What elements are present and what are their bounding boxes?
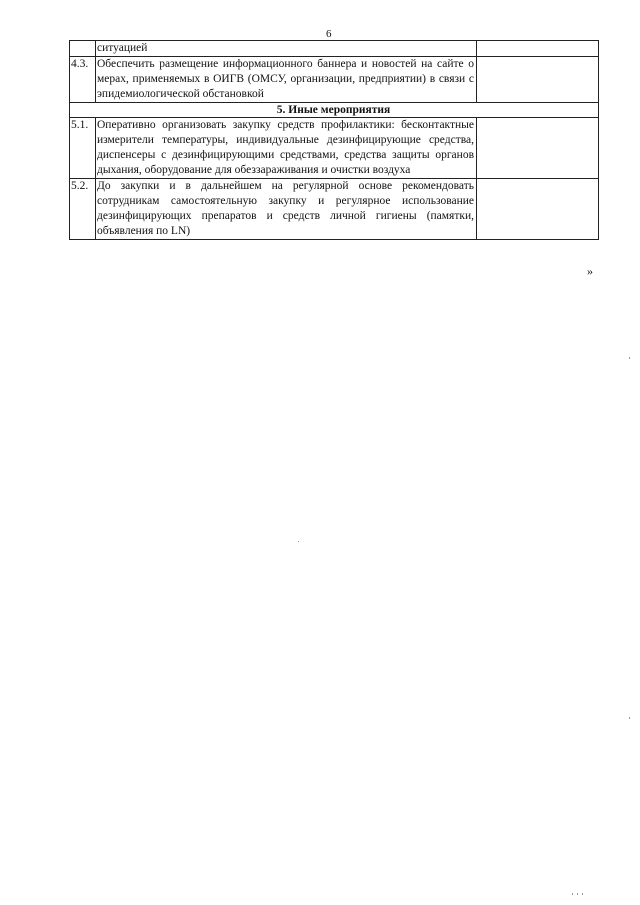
empty-cell [477, 57, 599, 103]
row-text: До закупки и в дальнейшем на регулярной основе рекомендовать сотрудникам самостоятельную закупку и регулярное использование дезинфицирующих препаратов и средств личной гигиены (памятки, объявления по LN) [96, 179, 477, 240]
row-text: ситуацией [96, 41, 477, 57]
empty-cell [477, 41, 599, 57]
row-text: Оперативно организовать закупку средств профилактики: бесконтактные измерители температуры, индивидуальные дезинфицирующие средства, диспенсеры с дезинфицирующими средствами, средства защиты органов дыхания, оборудование для обеззараживания и очистки воздуха [96, 118, 477, 179]
scan-speck [577, 893, 578, 895]
measures-table [69, 40, 599, 240]
row-number [70, 41, 96, 57]
row-text: Обеспечить размещение информационного баннера и новостей на сайте о мерах, применяемых в ОИГВ (ОМСУ, организации, предприятии) в связи с эпидемиологической обстановкой [96, 57, 477, 103]
empty-cell [477, 179, 599, 240]
scan-speck [629, 357, 630, 359]
table-row [70, 118, 599, 179]
table-row [70, 57, 599, 103]
scan-speck [582, 893, 583, 895]
scan-speck [298, 541, 299, 542]
scan-speck [572, 893, 573, 895]
section-title: 5. Иные мероприятия [70, 103, 599, 118]
empty-cell [477, 118, 599, 179]
scan-speck [629, 717, 630, 719]
row-number: 4.3. [70, 57, 96, 103]
section-row [70, 103, 599, 118]
row-number: 5.1. [70, 118, 96, 179]
table-row [70, 41, 599, 57]
closing-quote: » [587, 264, 593, 278]
page-number: 6 [326, 28, 332, 40]
table-row [70, 179, 599, 240]
row-number: 5.2. [70, 179, 96, 240]
